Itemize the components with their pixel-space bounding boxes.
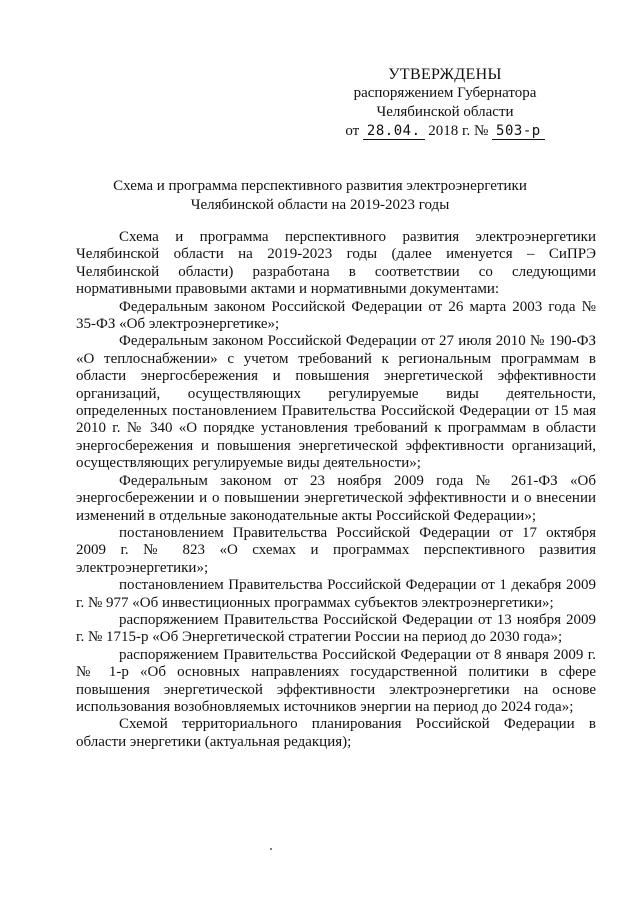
document-body — [76, 229, 596, 751]
approval-block — [330, 65, 560, 141]
paragraph-law-35fz: Федеральным законом Российской Федерации от 26 марта 2003 года № 35-ФЗ «Об электроэнергетике»; — [76, 298, 596, 333]
approval-title: УТВЕРЖДЕНЫ — [388, 66, 502, 83]
handwritten-date: 28.04. — [363, 123, 425, 140]
paragraph-order-1r: распоряжением Правительства Российской Федерации от 8 января 2009 г. № 1-р «Об основных направлениях государственной политики в сфере повышения энергетической эффективности электроэнергетики на основе использования возобновляемых источников энергии на период до 2024 года»; — [76, 646, 596, 715]
paragraph-law-190fz: Федеральным законом Российской Федерации от 27 июля 2010 № 190-ФЗ «О теплоснабжении» с учетом требований к региональным программам в области энергосбережения и повышения энергетической эффективности организаций, осуществляющих регулируемые виды деятельности, определенных постановлением Правительства Российской Федерации от 15 мая 2010 г. № 340 «О порядке установления требований к программам в области энергосбережения и повышения энергетической эффективности организаций, осуществляющих регулируемые виды деятельности»; — [76, 333, 596, 472]
paragraph-order-1715r: распоряжением Правительства Российской Федерации от 13 ноября 2009 г. № 1715-р «Об Энергетической стратегии России на период до 2030 года»; — [76, 611, 596, 646]
document-title — [100, 177, 540, 215]
date-prefix: от — [345, 123, 360, 139]
paragraph-resolution-977: постановлением Правительства Российской Федерации от 1 декабря 2009 г. № 977 «Об инвестиционных программах субъектов электроэнергетики»; — [76, 577, 596, 611]
paragraph-intro: Схема и программа перспективного развития электроэнергетики Челябинской области на 2019-2023 годы (далее именуется – СиПРЭ Челябинской области) разработана в соответствии со следующими нормативными правовыми актами и нормативными документами: — [76, 229, 596, 298]
paragraph-resolution-823: постановлением Правительства Российской Федерации от 17 октября 2009 г. № 823 «О схемах и программах перспективного развития электроэнергетики»; — [76, 524, 596, 576]
handwritten-number: 503-р — [492, 123, 545, 140]
document-title-line-1: Схема и программа перспективного развития электроэнергетики — [113, 178, 527, 194]
scan-speck — [270, 848, 272, 850]
date-year: 2018 г. № — [428, 123, 489, 139]
document-title-line-2: Челябинской области на 2019-2023 годы — [190, 197, 450, 213]
approval-region: Челябинской области — [376, 104, 514, 120]
approval-issuer: распоряжением Губернатора — [353, 85, 537, 101]
paragraph-law-261fz: Федеральным законом от 23 ноября 2009 года № 261-ФЗ «Об энергосбережении и о повышении энергетической эффективности и о внесении изменений в отдельные законодательные акты Российской Федерации»; — [76, 472, 596, 524]
approval-date-line — [330, 122, 560, 141]
paragraph-territorial-scheme: Схемой территориального планирования Российской Федерации в области энергетики (актуальная редакция); — [76, 716, 596, 750]
